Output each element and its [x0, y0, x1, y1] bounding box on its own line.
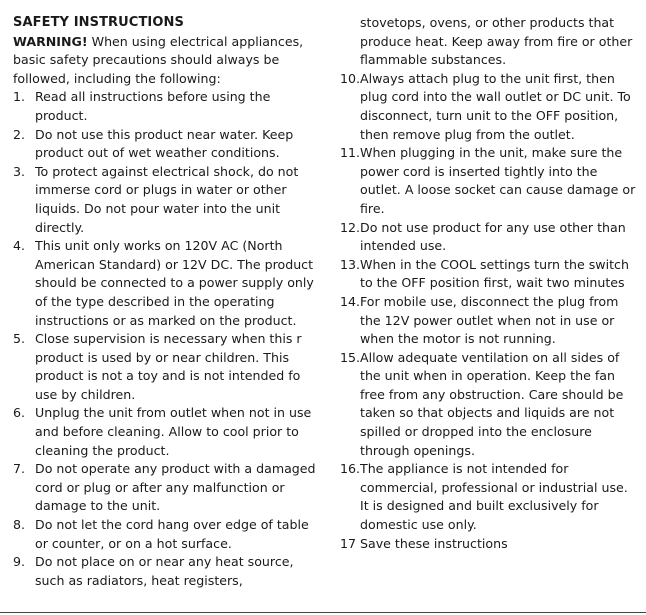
list-item [340, 535, 640, 554]
item-number: 1. [13, 89, 26, 105]
list-item [340, 256, 640, 293]
item-number: 5. [13, 331, 26, 347]
page-title: SAFETY INSTRUCTIONS [13, 15, 184, 30]
item-number: 17 [340, 535, 357, 551]
list-item [13, 404, 325, 460]
item-number: 13. [340, 256, 361, 272]
item-text: This unit only works on 120V AC (North American Standard) or 12V DC. The product should be connected to a power supply only of the type described in the operating instructions or as marked on the product. [35, 238, 314, 328]
list-item [340, 293, 640, 349]
right-column [340, 14, 640, 553]
item-text: Do not use product for any use other than intended use. [360, 219, 626, 254]
left-column [13, 14, 325, 590]
list-item [340, 460, 640, 534]
item-text: Allow adequate ventilation on all sides of the unit when in operation. Keep the fan free from any obstruction. Care should be taken so that objects and liquids are not spilled or dropped into the enclosure through openings. [360, 349, 624, 458]
item-number: 2. [13, 126, 26, 142]
list-item [13, 516, 325, 553]
item-text: Close supervision is necessary when this r product is used by or near children. This product is not a toy and is not intended fo use by children. [35, 331, 302, 402]
item-text: When plugging in the unit, make sure the power cord is inserted tightly into the outlet. A loose socket can cause damage or fire. [360, 145, 636, 216]
list-item [13, 460, 325, 516]
item-number: 3. [13, 163, 26, 179]
bottom-divider [0, 612, 646, 613]
list-item [13, 88, 325, 125]
item-text: Do not let the cord hang over edge of table or counter, or on a hot surface. [35, 517, 309, 551]
list-item [340, 349, 640, 461]
list-item [13, 237, 325, 330]
list-item [13, 553, 325, 590]
list-item [340, 70, 640, 144]
warning-text: When using electrical appliances, basic safety precautions should always be followed, including the following: [13, 33, 304, 86]
item-number: 8. [13, 517, 26, 533]
item-number: 10. [340, 70, 361, 86]
list-item [13, 330, 325, 404]
item-text: Read all instructions before using the product. [35, 89, 271, 123]
item-text: To protect against electrical shock, do not immerse cord or plugs in water or other liquids. Do not pour water into the unit directly. [35, 163, 299, 235]
list-item [340, 219, 640, 256]
item-number: 4. [13, 238, 26, 254]
item-number: 14. [340, 293, 361, 309]
list-item [340, 144, 640, 218]
item-text: When in the COOL settings turn the switch to the OFF position first, wait two minutes [360, 256, 629, 291]
item-number: 11. [340, 145, 361, 161]
item-9-continuation: stovetops, ovens, or other products that produce heat. Keep away from fire or other flammable substances. [360, 15, 633, 68]
warning-label: WARNING! [13, 33, 88, 49]
item-text: Do not place on or near any heat source, such as radiators, heat registers, [35, 554, 294, 588]
list-item [13, 126, 325, 163]
item-text: Unplug the unit from outlet when not in use and before cleaning. Allow to cool prior to cleaning the product. [35, 405, 312, 458]
item-number: 7. [13, 461, 26, 477]
item-text: Do not operate any product with a damaged cord or plug or after any malfunction or damage to the unit. [35, 461, 316, 514]
item-number: 9. [13, 554, 26, 570]
item-text: Do not use this product near water. Keep product out of wet weather conditions. [35, 126, 294, 161]
item-text: The appliance is not intended for commercial, professional or industrial use. It is designed and built exclusively for domestic use only. [360, 461, 628, 533]
instruction-list-right [340, 70, 640, 553]
item-number: 16. [340, 461, 361, 477]
item-text: Always attach plug to the unit first, then plug cord into the wall outlet or DC unit. To disconnect, turn unit to the OFF position, then remove plug from the outlet. [360, 70, 631, 142]
item-number: 12. [340, 219, 361, 235]
item-number: 15. [340, 349, 361, 365]
list-item [13, 163, 325, 237]
item-number: 6. [13, 405, 26, 421]
instruction-list-left [13, 88, 325, 590]
warning-intro [13, 33, 325, 89]
item-text: Save these instructions [360, 535, 508, 551]
item-text: For mobile use, disconnect the plug from the 12V power outlet when not in use or when the motor is not running. [360, 293, 619, 347]
